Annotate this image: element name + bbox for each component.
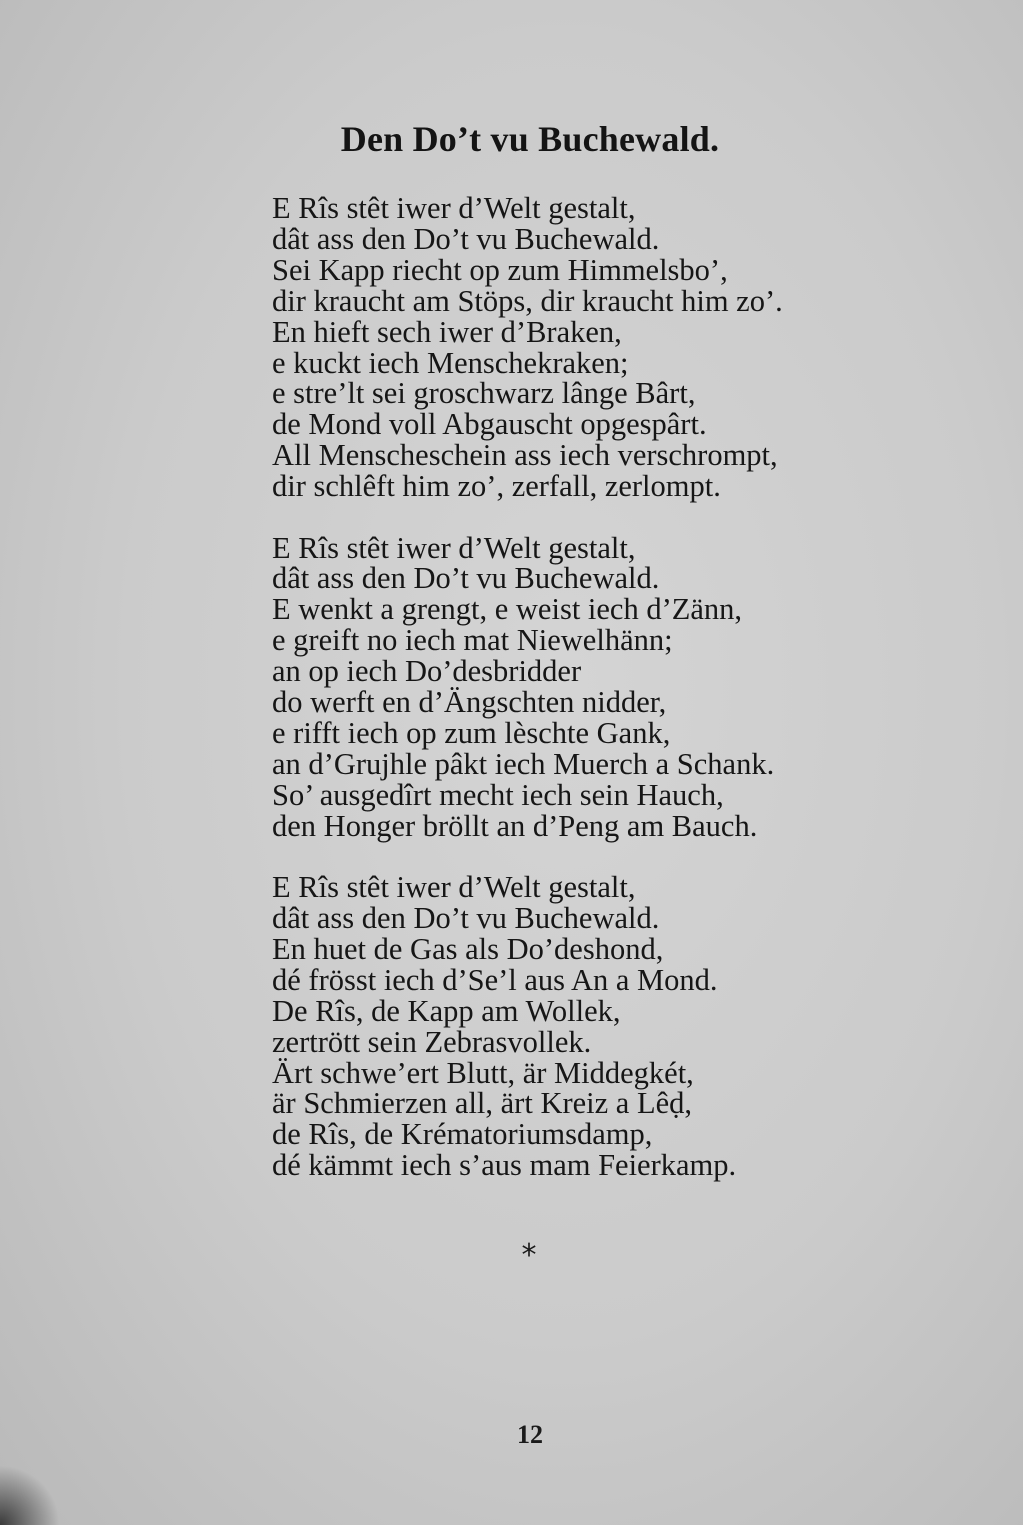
poem-line: an d’Grujhle pâkt iech Muerch a Schank. bbox=[272, 746, 775, 781]
poem-line: dât ass den Do’t vu Buchewald. bbox=[272, 221, 660, 256]
poem-line: dir schlêft him zo’, zerfall, zerlompt. bbox=[272, 469, 721, 504]
poem-line: De Rîs, de Kapp am Wollek, bbox=[272, 993, 621, 1028]
poem-line: den Honger bröllt an d’Peng am Bauch. bbox=[272, 808, 758, 843]
poem-title: Den Do’t vu Buchewald. bbox=[340, 119, 720, 159]
poem-line: e kuckt iech Menschekraken; bbox=[272, 345, 629, 380]
poem-line: de Rîs, de Krématoriumsdamp, bbox=[272, 1117, 653, 1152]
poem-line: e rifft iech op zum lèschte Gank, bbox=[272, 716, 671, 750]
poem-line: dât ass den Do’t vu Buchewald. bbox=[272, 561, 660, 596]
poem-line: E wenkt a grengt, e weist iech d’Zänn, bbox=[272, 592, 743, 627]
poem-line: an op iech Do’desbridder bbox=[272, 654, 582, 689]
poem-line: e greift no iech mat Niewelhänn; bbox=[272, 623, 673, 658]
poem-line: dé kämmt iech s’aus mam Feierkamp. bbox=[272, 1148, 737, 1183]
poem-line: zertrött sein Zebrasvollek. bbox=[272, 1024, 592, 1059]
poem-line: Sei Kapp riecht op zum Himmelsbo’, bbox=[272, 252, 728, 287]
page-number: 12 bbox=[517, 1420, 543, 1449]
poem-line: dât ass den Do’t vu Buchewald. bbox=[272, 901, 660, 936]
poem-line: e stre’lt sei groschwarz lânge Bârt, bbox=[272, 376, 696, 411]
stanza-2 bbox=[272, 530, 972, 843]
poem-line: All Menscheschein ass iech verschrompt, bbox=[272, 438, 778, 473]
poem-line: So’ ausgedîrt mecht iech sein Hauch, bbox=[272, 777, 724, 812]
poem-line: En huet de Gas als Do’deshond, bbox=[272, 931, 664, 966]
poem-line: dé frösst iech d’Se’l aus An a Mond. bbox=[272, 962, 718, 997]
poem-line: dir kraucht am Stöps, dir kraucht him zo’. bbox=[272, 283, 783, 318]
poem-line: E Rîs stêt iwer d’Welt gestalt, bbox=[272, 530, 636, 565]
stanza-3 bbox=[272, 872, 972, 1181]
asterisk-ornament: * bbox=[521, 1238, 537, 1273]
poem-line: de Mond voll Abgauscht opgespârt. bbox=[272, 407, 707, 442]
poem-body bbox=[272, 193, 972, 1212]
poem-line: do werft en d’Ängschten nidder, bbox=[272, 685, 667, 720]
page-corner-shadow bbox=[0, 1465, 60, 1525]
poem-line: E Rîs stêt iwer d’Welt gestalt, bbox=[272, 191, 636, 225]
poem-line: Ärt schwe’ert Blutt, är Middegkét, bbox=[272, 1055, 694, 1090]
stanza-1 bbox=[272, 193, 972, 502]
poem-line: En hieft sech iwer d’Braken, bbox=[272, 314, 622, 349]
poem-line: är Schmierzen all, ärt Kreiz a Lêḍ, bbox=[272, 1086, 693, 1121]
poem-line: E Rîs stêt iwer d’Welt gestalt, bbox=[272, 870, 636, 905]
